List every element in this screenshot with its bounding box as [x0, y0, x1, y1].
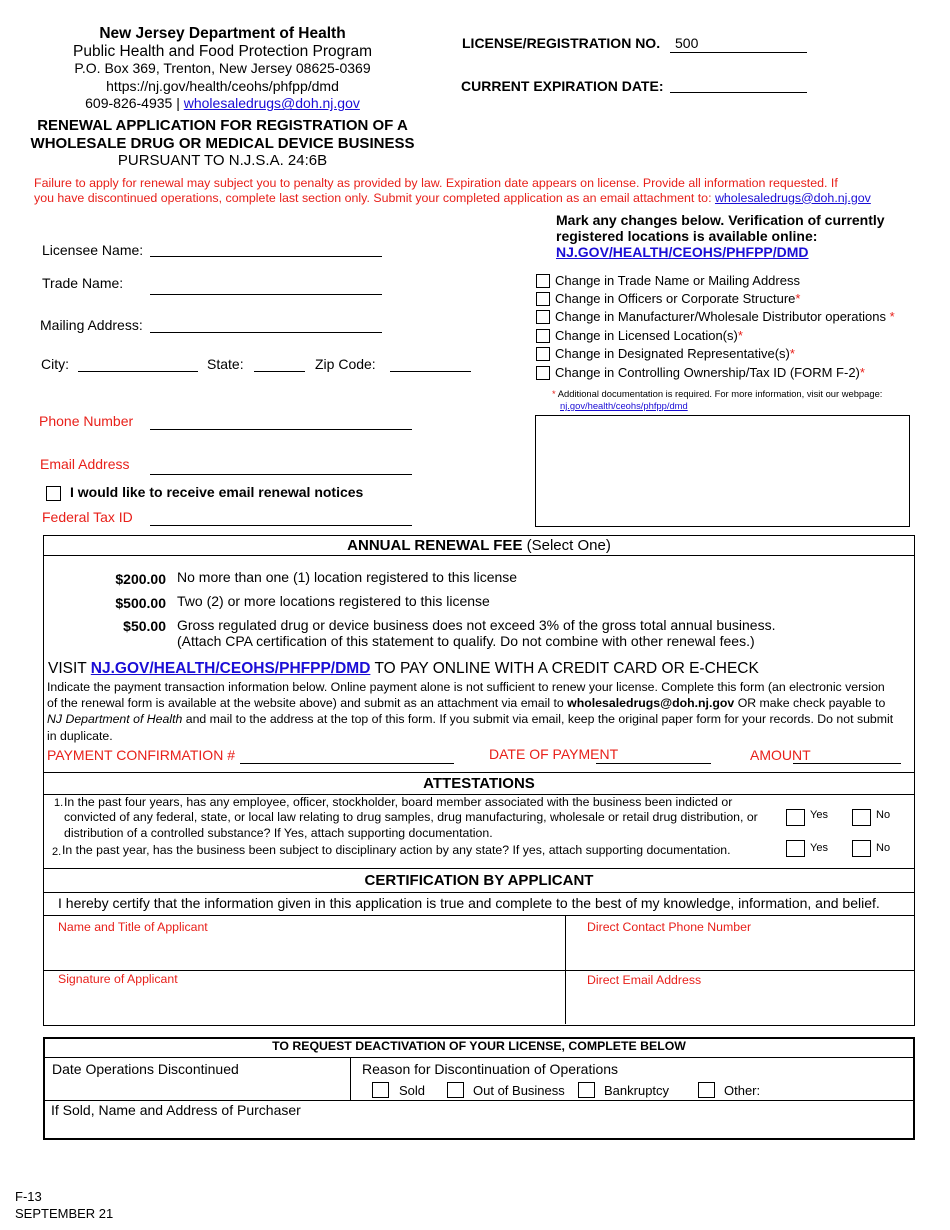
reason-other-checkbox[interactable] [698, 1082, 715, 1098]
direct-phone-field[interactable] [568, 935, 912, 969]
applicant-signature-label: Signature of Applicant [58, 972, 178, 986]
license-no-value: 500 [675, 35, 699, 51]
licensee-name-label: Licensee Name: [42, 242, 144, 258]
attestation-q1-line3: distribution of a controlled substance? If Yes, attach supporting documentation. [64, 825, 493, 840]
reason-bankruptcy-checkbox[interactable] [578, 1082, 595, 1098]
instr-line2 [47, 695, 913, 711]
divider [43, 1057, 913, 1058]
instr-line2a: of the renewal form is available at the website above) and submit as an attachment via email to [47, 696, 564, 711]
reason-sold-checkbox[interactable] [372, 1082, 389, 1098]
change-checkbox-location[interactable] [536, 329, 550, 343]
date-of-payment-label: DATE OF PAYMENT [489, 746, 619, 762]
date-discontinued-label: Date Operations Discontinued [52, 1061, 239, 1077]
direct-phone-label: Direct Contact Phone Number [587, 920, 752, 934]
attestations-title: ATTESTATIONS [423, 775, 535, 792]
change-checkbox-representative[interactable] [536, 347, 550, 361]
payment-confirmation-label: PAYMENT CONFIRMATION # [47, 747, 235, 763]
trade-name-input[interactable] [150, 278, 382, 295]
divider [43, 1100, 913, 1101]
visit-post: TO PAY ONLINE WITH A CREDIT CARD OR E-CHECK [374, 660, 759, 677]
required-asterisk: * [859, 365, 865, 380]
fee-amount-200[interactable]: $200.00 [115, 571, 166, 587]
certification-statement: I hereby certify that the information given in this application is true and complete to the best of my knowledge, information, and belief. [58, 895, 880, 911]
change-label-representative-text: Change in Designated Representative(s) [555, 346, 790, 361]
warning-line2-text: you have discontinued operations, complete last section only. Submit your completed application as an email attachment to: [34, 190, 712, 205]
change-checkbox-trade-name[interactable] [536, 274, 550, 288]
change-checkbox-ownership[interactable] [536, 366, 550, 380]
documentation-note [552, 388, 882, 412]
agency-contact [20, 95, 425, 113]
direct-email-label: Direct Email Address [587, 973, 702, 987]
amount-input[interactable] [793, 747, 901, 764]
divider [43, 915, 915, 916]
zip-label: Zip Code: [315, 356, 376, 372]
fee-title [43, 537, 915, 554]
email-label: Email Address [40, 456, 130, 472]
warning-line1: Failure to apply for renewal may subject you to penalty as provided by law. Expiration date appears on license. Provide all information requested. If [34, 176, 838, 190]
change-label-location-text: Change in Licensed Location(s) [555, 328, 738, 343]
change-checkbox-officers[interactable] [536, 292, 550, 306]
tax-id-label: Federal Tax ID [42, 509, 133, 525]
fee-desc-50-line2: (Attach CPA certification of this statement to qualify. Do not combine with other renewal fees.) [177, 633, 755, 649]
documentation-note-text [552, 388, 882, 400]
fee-desc-50-line1: Gross regulated drug or device business does not exceed 3% of the gross total annual business. [177, 617, 776, 633]
documentation-note-link[interactable]: nj.gov/health/ceohs/phfpp/dmd [560, 400, 688, 411]
divider [43, 892, 915, 893]
warning-email-link[interactable]: wholesaledrugs@doh.nj.gov [714, 190, 871, 205]
required-asterisk: * [789, 346, 795, 361]
fee-title-rest: (Select One) [526, 537, 611, 554]
required-asterisk: * [737, 328, 743, 343]
reason-out-of-business-label: Out of Business [473, 1083, 565, 1098]
instr-line2c: OR make check payable to [737, 696, 886, 711]
fee-title-bold: ANNUAL RENEWAL FEE [347, 537, 523, 554]
fee-desc-500: Two (2) or more locations registered to this license [177, 593, 490, 609]
attestation-q1 [64, 795, 784, 841]
payment-instructions [47, 679, 913, 744]
required-asterisk: * [889, 309, 895, 324]
change-label-officers-text: Change in Officers or Corporate Structure [555, 291, 796, 306]
q1-no-label: No [876, 809, 891, 821]
deactivation-title: TO REQUEST DEACTIVATION OF YOUR LICENSE, COMPLETE BELOW [272, 1039, 686, 1053]
payment-confirmation-input[interactable] [240, 747, 454, 764]
form-title [15, 117, 430, 170]
change-checkbox-operations[interactable] [536, 310, 550, 324]
form-date: SEPTEMBER 21 [15, 1206, 114, 1221]
changes-link[interactable]: NJ.GOV/HEALTH/CEOHS/PHFPP/DMD [556, 244, 809, 260]
form-title-line2: WHOLESALE DRUG OR MEDICAL DEVICE BUSINESS [30, 134, 415, 152]
form-title-line3: PURSUANT TO N.J.S.A. 24:6B [117, 152, 328, 169]
change-label-ownership-text: Change in Controlling Ownership/Tax ID (FORM F-2) [555, 365, 860, 380]
q2-yes-checkbox[interactable] [786, 840, 805, 857]
change-label-operations [555, 309, 895, 324]
zip-input[interactable] [390, 355, 471, 372]
email-renewal-checkbox[interactable] [46, 486, 61, 501]
reason-sold-label: Sold [399, 1083, 426, 1098]
form-title-line1: RENEWAL APPLICATION FOR REGISTRATION OF A [37, 117, 408, 134]
agency-url: https://nj.gov/health/ceohs/phfpp/dmd [106, 77, 339, 94]
instr-line4: in duplicate. [47, 728, 113, 743]
expiration-label: CURRENT EXPIRATION DATE: [461, 78, 664, 94]
documentation-note-body: Additional documentation is required. For more information, visit our webpage: [557, 388, 883, 399]
fee-amount-500[interactable]: $500.00 [115, 595, 166, 611]
applicant-name-field[interactable] [45, 935, 563, 969]
expiration-field[interactable] [670, 75, 807, 93]
change-label-representative [555, 346, 795, 361]
divider [565, 915, 566, 1024]
agency-name: New Jersey Department of Health [99, 25, 346, 42]
instr-payee: NJ Department of Health [47, 712, 183, 727]
attestation-q2: In the past year, has the business been subject to disciplinary action by any state? If yes, attach supporting documentation. [62, 843, 731, 857]
trade-name-label: Trade Name: [42, 275, 124, 291]
q2-yes-label: Yes [810, 842, 828, 854]
instr-email: wholesaledrugs@doh.nj.gov [567, 696, 735, 711]
fee-desc-50 [177, 617, 775, 649]
attestation-q1-line2: convicted of any federal, state, or local law relating to drug samples, drug manufacturing, wholesale or retail drug distribution, or [64, 810, 758, 825]
instr-line1: Indicate the payment transaction information below. Online payment alone is not sufficient to renew your license. Complete this form (an electronic version [47, 680, 885, 694]
divider [350, 1057, 351, 1101]
visit-pre: VISIT [48, 660, 87, 677]
reason-out-of-business-checkbox[interactable] [447, 1082, 464, 1098]
q1-yes-label: Yes [810, 809, 828, 821]
licensee-name-input[interactable] [150, 240, 382, 257]
email-renewal-label: I would like to receive email renewal notices [70, 484, 364, 500]
attestation-q1-number: 1. [54, 797, 64, 809]
instr-line3b: and mail to the address at the top of this form. If you submit via email, keep the original paper form for your records. Do not submit [185, 712, 894, 727]
change-label-operations-text: Change in Manufacturer/Wholesale Distributor operations [555, 309, 886, 324]
required-asterisk: * [552, 388, 556, 399]
purchaser-label: If Sold, Name and Address of Purchaser [51, 1102, 301, 1118]
changes-heading-line1: Mark any changes below. Verification of currently [556, 212, 885, 228]
reason-other-label: Other: [724, 1083, 761, 1098]
agency-email-link[interactable]: wholesaledrugs@doh.nj.gov [183, 95, 360, 112]
state-label: State: [207, 356, 244, 372]
phone-input[interactable] [150, 413, 412, 430]
changes-heading-line2: registered locations is available online: [556, 228, 818, 244]
license-no-label: LICENSE/REGISTRATION NO. [462, 35, 661, 51]
tax-id-input[interactable] [150, 509, 412, 526]
changes-heading [556, 212, 885, 260]
warning-line2 [34, 191, 914, 206]
q1-yes-checkbox[interactable] [786, 809, 805, 826]
mailing-address-input[interactable] [150, 316, 382, 333]
agency-phone: 609-826-4935 | [85, 95, 180, 112]
change-label-trade-name: Change in Trade Name or Mailing Address [555, 273, 800, 288]
changes-notes-box[interactable] [535, 415, 910, 527]
attestation-q2-number: 2. [52, 846, 62, 858]
q2-no-checkbox[interactable] [852, 840, 871, 857]
fee-amount-50[interactable]: $50.00 [123, 618, 166, 634]
q2-no-label: No [876, 842, 891, 854]
warning-text [34, 176, 914, 205]
direct-email-field[interactable] [568, 988, 912, 1022]
divider [43, 868, 915, 869]
mailing-address-label: Mailing Address: [40, 317, 143, 333]
attestation-q1-line1: In the past four years, has any employee, officer, stockholder, board member associated with the business been indicted or [64, 795, 733, 809]
visit-link[interactable]: NJ.GOV/HEALTH/CEOHS/PHFPP/DMD [90, 660, 371, 677]
agency-header [20, 25, 425, 113]
city-label: City: [41, 356, 69, 372]
email-input[interactable] [150, 458, 412, 475]
applicant-name-title-label: Name and Title of Applicant [58, 920, 208, 934]
fee-desc-200: No more than one (1) location registered to this license [177, 569, 518, 585]
reason-bankruptcy-label: Bankruptcy [604, 1083, 670, 1098]
state-input[interactable] [254, 355, 305, 372]
divider [43, 970, 915, 971]
form-id: F-13 [15, 1189, 42, 1204]
amount-label: AMOUNT [750, 747, 811, 763]
reason-label: Reason for Discontinuation of Operations [362, 1061, 619, 1077]
change-label-ownership [555, 365, 865, 380]
date-of-payment-input[interactable] [596, 747, 711, 764]
required-asterisk: * [795, 291, 801, 306]
change-label-officers [555, 291, 800, 306]
certification-title: CERTIFICATION BY APPLICANT [364, 872, 594, 889]
phone-label: Phone Number [39, 413, 134, 429]
program-name: Public Health and Food Protection Program [73, 42, 372, 60]
visit-pay-online [48, 660, 759, 678]
agency-address: P.O. Box 369, Trenton, New Jersey 08625-0369 [74, 60, 371, 77]
signature-field[interactable] [45, 988, 563, 1022]
divider [43, 772, 915, 773]
divider [43, 555, 915, 556]
change-label-location [555, 328, 743, 343]
instr-line3 [47, 711, 913, 727]
city-input[interactable] [78, 355, 198, 372]
q1-no-checkbox[interactable] [852, 809, 871, 826]
